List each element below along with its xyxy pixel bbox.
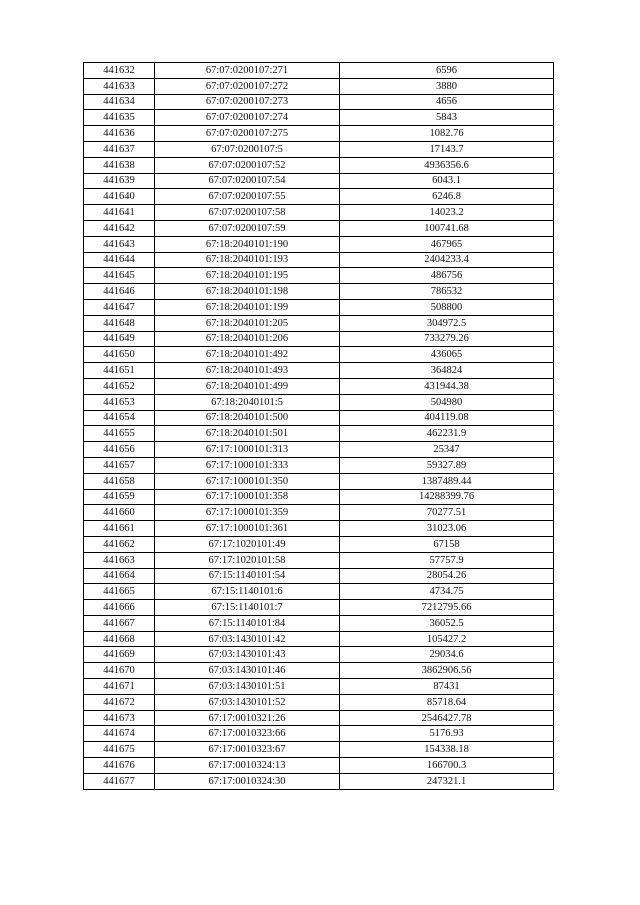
row-number-cell: 441655 <box>84 426 155 442</box>
cadastral-number-cell: 67:18:2040101:195 <box>155 268 340 284</box>
cadastral-number-cell: 67:07:0200107:5 <box>155 141 340 157</box>
table-row <box>84 315 554 331</box>
table-row <box>84 236 554 252</box>
value-cell: 85718.64 <box>340 694 554 710</box>
value-cell: 7212795.66 <box>340 600 554 616</box>
cadastral-number-cell: 67:15:1140101:7 <box>155 600 340 616</box>
value-cell: 87431 <box>340 679 554 695</box>
value-cell: 36052.5 <box>340 615 554 631</box>
table-row <box>84 205 554 221</box>
value-cell: 14023.2 <box>340 205 554 221</box>
row-number-cell: 441640 <box>84 189 155 205</box>
cadastral-number-cell: 67:17:0010324:13 <box>155 758 340 774</box>
value-cell: 70277.51 <box>340 505 554 521</box>
cadastral-number-cell: 67:03:1430101:42 <box>155 631 340 647</box>
cadastral-number-cell: 67:17:0010323:66 <box>155 726 340 742</box>
row-number-cell: 441672 <box>84 694 155 710</box>
cadastral-number-cell: 67:15:1140101:54 <box>155 568 340 584</box>
table-row <box>84 331 554 347</box>
row-number-cell: 441641 <box>84 205 155 221</box>
cadastral-number-cell: 67:07:0200107:271 <box>155 63 340 79</box>
table-row <box>84 126 554 142</box>
row-number-cell: 441661 <box>84 521 155 537</box>
table-row <box>84 78 554 94</box>
registry-table-body <box>84 63 554 790</box>
cadastral-number-cell: 67:07:0200107:54 <box>155 173 340 189</box>
row-number-cell: 441662 <box>84 536 155 552</box>
table-row <box>84 189 554 205</box>
row-number-cell: 441649 <box>84 331 155 347</box>
row-number-cell: 441653 <box>84 394 155 410</box>
value-cell: 105427.2 <box>340 631 554 647</box>
table-row <box>84 536 554 552</box>
cadastral-number-cell: 67:17:1020101:58 <box>155 552 340 568</box>
table-row <box>84 252 554 268</box>
table-row <box>84 505 554 521</box>
table-row <box>84 110 554 126</box>
row-number-cell: 441646 <box>84 284 155 300</box>
cadastral-number-cell: 67:07:0200107:58 <box>155 205 340 221</box>
row-number-cell: 441674 <box>84 726 155 742</box>
cadastral-number-cell: 67:07:0200107:272 <box>155 78 340 94</box>
value-cell: 247321.1 <box>340 773 554 789</box>
row-number-cell: 441673 <box>84 710 155 726</box>
row-number-cell: 441652 <box>84 378 155 394</box>
table-row <box>84 268 554 284</box>
row-number-cell: 441639 <box>84 173 155 189</box>
row-number-cell: 441670 <box>84 663 155 679</box>
value-cell: 14288399.76 <box>340 489 554 505</box>
value-cell: 57757.9 <box>340 552 554 568</box>
table-row <box>84 742 554 758</box>
table-row <box>84 173 554 189</box>
table-row <box>84 600 554 616</box>
table-row <box>84 758 554 774</box>
value-cell: 29034.6 <box>340 647 554 663</box>
row-number-cell: 441667 <box>84 615 155 631</box>
table-row <box>84 378 554 394</box>
table-row <box>84 568 554 584</box>
value-cell: 4936356.6 <box>340 157 554 173</box>
cadastral-number-cell: 67:18:2040101:492 <box>155 347 340 363</box>
value-cell: 504980 <box>340 394 554 410</box>
row-number-cell: 441664 <box>84 568 155 584</box>
table-row <box>84 726 554 742</box>
cadastral-number-cell: 67:18:2040101:5 <box>155 394 340 410</box>
row-number-cell: 441636 <box>84 126 155 142</box>
row-number-cell: 441645 <box>84 268 155 284</box>
value-cell: 436065 <box>340 347 554 363</box>
row-number-cell: 441666 <box>84 600 155 616</box>
value-cell: 786532 <box>340 284 554 300</box>
table-row <box>84 299 554 315</box>
value-cell: 100741.68 <box>340 220 554 236</box>
cadastral-number-cell: 67:17:1000101:350 <box>155 473 340 489</box>
value-cell: 166700.3 <box>340 758 554 774</box>
table-row <box>84 410 554 426</box>
value-cell: 2404233.4 <box>340 252 554 268</box>
cadastral-number-cell: 67:15:1140101:6 <box>155 584 340 600</box>
row-number-cell: 441665 <box>84 584 155 600</box>
value-cell: 17143.7 <box>340 141 554 157</box>
row-number-cell: 441675 <box>84 742 155 758</box>
row-number-cell: 441677 <box>84 773 155 789</box>
table-row <box>84 694 554 710</box>
cadastral-number-cell: 67:18:2040101:500 <box>155 410 340 426</box>
row-number-cell: 441663 <box>84 552 155 568</box>
cadastral-number-cell: 67:17:1000101:359 <box>155 505 340 521</box>
value-cell: 59327.89 <box>340 457 554 473</box>
cadastral-number-cell: 67:18:2040101:499 <box>155 378 340 394</box>
cadastral-number-cell: 67:18:2040101:193 <box>155 252 340 268</box>
value-cell: 1387489.44 <box>340 473 554 489</box>
value-cell: 2546427.78 <box>340 710 554 726</box>
cadastral-number-cell: 67:07:0200107:275 <box>155 126 340 142</box>
cadastral-number-cell: 67:03:1430101:52 <box>155 694 340 710</box>
registry-table <box>83 62 554 790</box>
table-row <box>84 552 554 568</box>
row-number-cell: 441676 <box>84 758 155 774</box>
cadastral-number-cell: 67:18:2040101:190 <box>155 236 340 252</box>
cadastral-number-cell: 67:17:1000101:313 <box>155 442 340 458</box>
cadastral-number-cell: 67:07:0200107:52 <box>155 157 340 173</box>
value-cell: 4734.75 <box>340 584 554 600</box>
cadastral-number-cell: 67:07:0200107:274 <box>155 110 340 126</box>
cadastral-number-cell: 67:17:1000101:358 <box>155 489 340 505</box>
value-cell: 508800 <box>340 299 554 315</box>
cadastral-number-cell: 67:07:0200107:273 <box>155 94 340 110</box>
row-number-cell: 441635 <box>84 110 155 126</box>
table-row <box>84 141 554 157</box>
cadastral-number-cell: 67:03:1430101:46 <box>155 663 340 679</box>
row-number-cell: 441648 <box>84 315 155 331</box>
cadastral-number-cell: 67:17:0010321:26 <box>155 710 340 726</box>
row-number-cell: 441644 <box>84 252 155 268</box>
cadastral-number-cell: 67:07:0200107:55 <box>155 189 340 205</box>
value-cell: 6596 <box>340 63 554 79</box>
row-number-cell: 441658 <box>84 473 155 489</box>
table-row <box>84 442 554 458</box>
row-number-cell: 441657 <box>84 457 155 473</box>
row-number-cell: 441671 <box>84 679 155 695</box>
value-cell: 6246.8 <box>340 189 554 205</box>
cadastral-number-cell: 67:17:1000101:361 <box>155 521 340 537</box>
value-cell: 5176.93 <box>340 726 554 742</box>
table-row <box>84 615 554 631</box>
table-row <box>84 94 554 110</box>
table-row <box>84 157 554 173</box>
cadastral-number-cell: 67:18:2040101:493 <box>155 363 340 379</box>
value-cell: 25347 <box>340 442 554 458</box>
row-number-cell: 441633 <box>84 78 155 94</box>
value-cell: 3880 <box>340 78 554 94</box>
cadastral-number-cell: 67:03:1430101:51 <box>155 679 340 695</box>
row-number-cell: 441647 <box>84 299 155 315</box>
row-number-cell: 441650 <box>84 347 155 363</box>
table-row <box>84 631 554 647</box>
value-cell: 462231.9 <box>340 426 554 442</box>
row-number-cell: 441651 <box>84 363 155 379</box>
table-row <box>84 679 554 695</box>
value-cell: 28054.26 <box>340 568 554 584</box>
table-row <box>84 63 554 79</box>
row-number-cell: 441634 <box>84 94 155 110</box>
value-cell: 467965 <box>340 236 554 252</box>
table-row <box>84 773 554 789</box>
cadastral-number-cell: 67:18:2040101:198 <box>155 284 340 300</box>
value-cell: 154338.18 <box>340 742 554 758</box>
table-row <box>84 426 554 442</box>
value-cell: 733279.26 <box>340 331 554 347</box>
cadastral-number-cell: 67:18:2040101:501 <box>155 426 340 442</box>
table-row <box>84 363 554 379</box>
value-cell: 364824 <box>340 363 554 379</box>
cadastral-number-cell: 67:18:2040101:199 <box>155 299 340 315</box>
row-number-cell: 441654 <box>84 410 155 426</box>
table-row <box>84 647 554 663</box>
value-cell: 5843 <box>340 110 554 126</box>
table-row <box>84 489 554 505</box>
cadastral-number-cell: 67:18:2040101:206 <box>155 331 340 347</box>
row-number-cell: 441659 <box>84 489 155 505</box>
table-row <box>84 457 554 473</box>
table-row <box>84 663 554 679</box>
row-number-cell: 441668 <box>84 631 155 647</box>
value-cell: 431944.38 <box>340 378 554 394</box>
cadastral-number-cell: 67:18:2040101:205 <box>155 315 340 331</box>
value-cell: 404119.08 <box>340 410 554 426</box>
table-row <box>84 521 554 537</box>
row-number-cell: 441638 <box>84 157 155 173</box>
value-cell: 4656 <box>340 94 554 110</box>
row-number-cell: 441637 <box>84 141 155 157</box>
value-cell: 6043.1 <box>340 173 554 189</box>
row-number-cell: 441656 <box>84 442 155 458</box>
table-row <box>84 284 554 300</box>
row-number-cell: 441643 <box>84 236 155 252</box>
value-cell: 304972.5 <box>340 315 554 331</box>
cadastral-number-cell: 67:03:1430101:43 <box>155 647 340 663</box>
cadastral-number-cell: 67:17:1020101:49 <box>155 536 340 552</box>
row-number-cell: 441642 <box>84 220 155 236</box>
table-row <box>84 710 554 726</box>
value-cell: 31023.06 <box>340 521 554 537</box>
cadastral-number-cell: 67:15:1140101:84 <box>155 615 340 631</box>
cadastral-number-cell: 67:07:0200107:59 <box>155 220 340 236</box>
cadastral-number-cell: 67:17:0010324:30 <box>155 773 340 789</box>
table-row <box>84 394 554 410</box>
table-row <box>84 347 554 363</box>
table-row <box>84 220 554 236</box>
value-cell: 67158 <box>340 536 554 552</box>
table-row <box>84 584 554 600</box>
row-number-cell: 441669 <box>84 647 155 663</box>
cadastral-number-cell: 67:17:0010323:67 <box>155 742 340 758</box>
row-number-cell: 441660 <box>84 505 155 521</box>
cadastral-number-cell: 67:17:1000101:333 <box>155 457 340 473</box>
table-row <box>84 473 554 489</box>
value-cell: 1082.76 <box>340 126 554 142</box>
value-cell: 3862906.56 <box>340 663 554 679</box>
value-cell: 486756 <box>340 268 554 284</box>
row-number-cell: 441632 <box>84 63 155 79</box>
